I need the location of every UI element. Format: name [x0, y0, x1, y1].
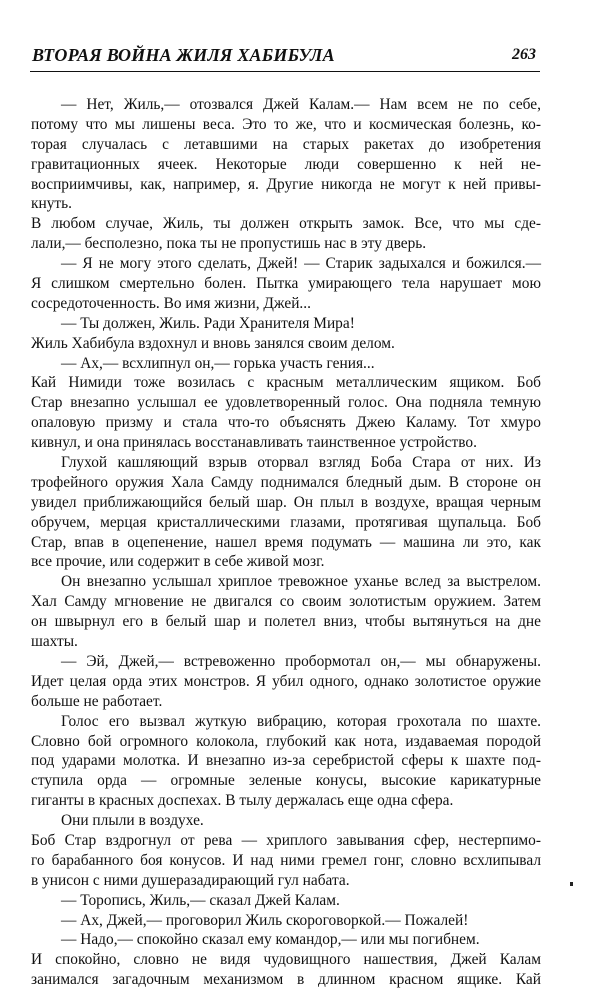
text-line: — Ах, Джей,— проговорил Жиль скороговоркой.— Пожалей!: [61, 911, 469, 929]
text-line: все прочие, или содержит в себе живой мозг.: [31, 553, 325, 571]
text-line: гравитационных ячеек. Некоторые люди совершенно к ней не-: [31, 155, 541, 173]
text-line: Стар внезапно услышал ее удовлетворенный голос. Она подняла темную: [31, 394, 541, 412]
text-line: лали,— бесполезно, пока ты не пропустишь нас в эту дверь.: [31, 235, 427, 253]
text-line: — Нет, Жиль,— отозвался Джей Калам.— Нам всем не по себе,: [61, 96, 541, 113]
text-line: Боб Стар вздрогнул от рева — хриплого завывания сфер, нестерпимо-: [31, 831, 541, 849]
text-line: Кай Нимиди тоже возилась с красным металлическим ящиком. Боб: [31, 374, 541, 392]
text-line: — Ах,— всхлипнул он,— горька участь гения...: [61, 354, 375, 372]
text-line: Словно бой огромного колокола, глубокий как нота, издаваемая породой: [31, 732, 541, 750]
text-line: потому что мы лишены веса. Это то же, что и космическая болезнь, ко-: [31, 115, 541, 133]
text-line: увидел приближающийся белый шар. Он плыл в воздухе, вращая черным: [31, 493, 541, 511]
text-line: Хал Самду мгновение не двигался со своим золотистым оружием. Затем: [31, 593, 541, 611]
text-line: кнуть.: [31, 195, 73, 213]
text-line: Я слишком смертельно болен. Пытка умирающего тела нарушает мою: [31, 275, 541, 293]
text-line: больше не работает.: [31, 692, 163, 710]
text-line: сосредоточенность. Во имя жизни, Джей...: [31, 294, 311, 312]
text-line: Они плыли в воздухе.: [61, 812, 204, 830]
page-header: [30, 45, 538, 71]
text-line: занимался загадочным механизмом в длинном красном ящике. Кай: [31, 971, 541, 989]
text-line: гиганты в красных доспехах. В тылу держалась еще одна сфера.: [31, 792, 454, 810]
text-line: кивнул, и она принялась восстанавливать таинственное устройство.: [31, 434, 477, 452]
text-line: опаловую призму и стала что-то объяснять Джею Каламу. Тот хмуро: [31, 414, 541, 432]
text-line: Жиль Хабибула вздохнул и вновь занялся своим делом.: [31, 334, 395, 352]
text-line: обручем, мерцая кристаллическими глазами, протягивая щупальца. Боб: [31, 513, 541, 531]
text-line: восприимчивы, как, например, я. Другие никогда не могут к ней привы-: [31, 175, 541, 193]
text-line: Он внезапно услышал хриплое тревожное уханье вслед за выстрелом.: [61, 573, 541, 591]
text-line: трофейного оружия Хала Самду поднимался бледный дым. В стороне он: [31, 473, 541, 491]
text-line: — Ты должен, Жиль. Ради Хранителя Мира!: [61, 314, 355, 332]
text-line: Голос его вызвал жуткую вибрацию, которая грохотала по шахте.: [61, 712, 541, 730]
text-line: го барабанного боя конусов. И над ними гремел гонг, словно всхлипывал: [31, 851, 541, 869]
text-line: торая случалась с летавшими на старых ракетах до изобретения: [31, 135, 541, 153]
text-line: — Торопись, Жиль,— сказал Джей Калам.: [61, 891, 340, 909]
text-line: Глухой кашляющий взрыв оторвал взгляд Боба Стара от них. Из: [61, 454, 541, 472]
page-number: 263: [512, 46, 536, 63]
text-line: Стар, впав в оцепенение, нашел время подумать — машина ли это, как: [31, 533, 541, 551]
text-line: он швырнул его в белый шар и полетел вниз, чтобы вытянуться на дне: [31, 613, 541, 631]
text-line: — Я не могу этого сделать, Джей! — Старик задыхался и божился.—: [61, 255, 541, 273]
text-line: Идет целая орда этих монстров. Я убил одного, однако золотистое оружие: [31, 672, 541, 690]
text-line: под ударами молотка. И внезапно из-за серебристой сферы к шахте под-: [31, 752, 541, 770]
print-speck: [570, 882, 573, 886]
body-text: [31, 95, 541, 990]
text-line: в унисон с ними душеразадирающий гул набата.: [31, 871, 350, 889]
header-rule: [30, 71, 540, 72]
text-line: — Эй, Джей,— встревоженно пробормотал он,— мы обнаружены.: [61, 652, 541, 670]
running-title: ВТОРАЯ ВОЙНА ЖИЛЯ ХАБИБУЛА: [32, 45, 335, 65]
text-line: И спокойно, словно не видя чудовищного нашествия, Джей Калам: [31, 951, 541, 969]
text-line: В любом случае, Жиль, ты должен открыть замок. Все, что мы сде-: [31, 215, 541, 233]
text-line: шахты.: [31, 633, 78, 651]
text-line: ступила орда — огромные зеленые конусы, высокие карикатурные: [31, 772, 541, 790]
text-line: — Надо,— спокойно сказал ему командор,— или мы погибнем.: [61, 931, 480, 949]
